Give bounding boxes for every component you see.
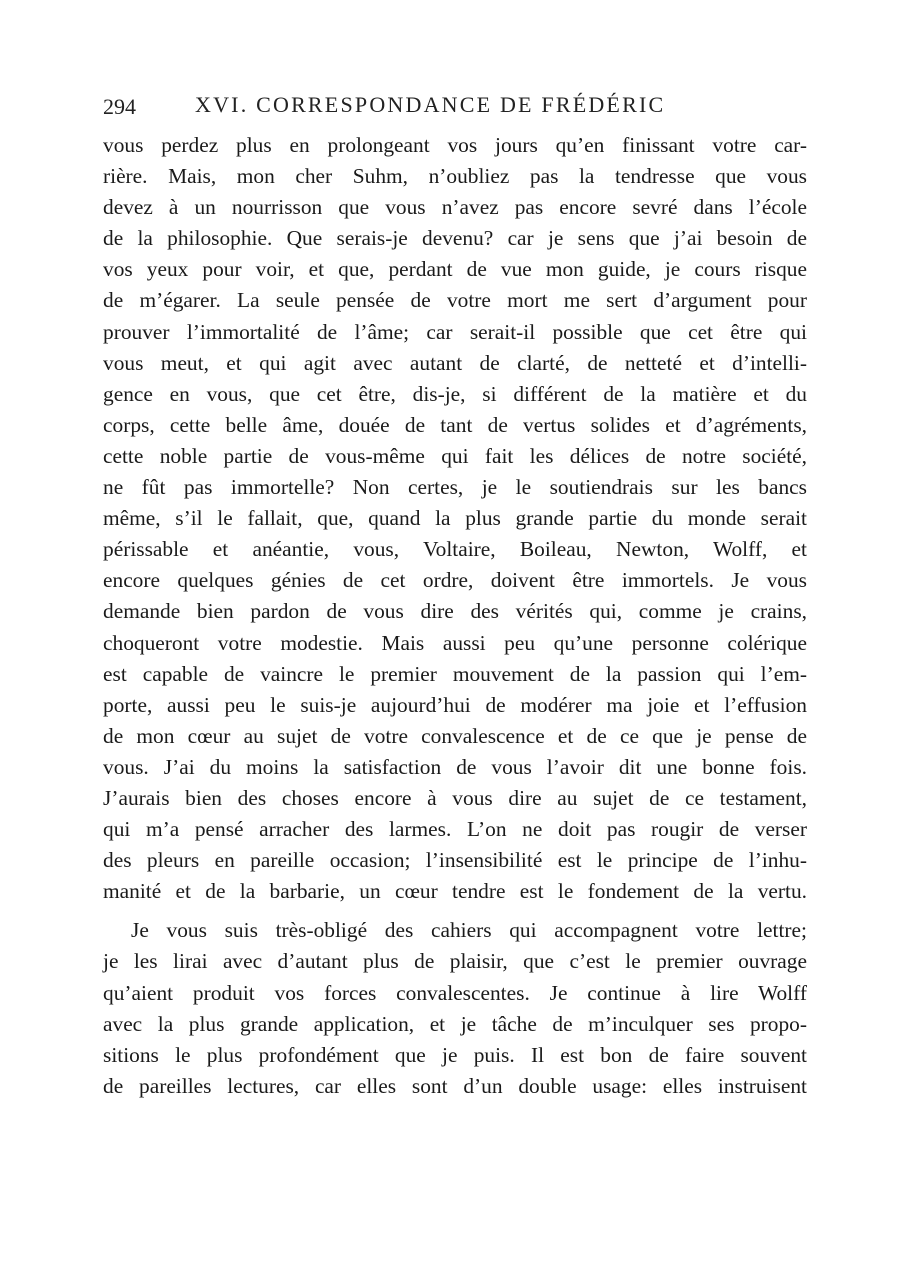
text-line: Je vous suis très-obligé des cahiers qui accompagnent votre lettre; xyxy=(131,918,807,943)
text-line: de pareilles lectures, car elles sont d’un double usage: elles instruisent xyxy=(103,1073,807,1098)
paragraph-2 xyxy=(103,915,807,1102)
text-line: qui m’a pensé arracher des larmes. L’on ne doit pas rougir de verser xyxy=(103,817,807,842)
text-line: est capable de vaincre le premier mouvement de la passion qui l’em- xyxy=(103,661,807,686)
text-line: J’aurais bien des choses encore à vous dire au sujet de ce testament, xyxy=(103,785,807,810)
text-line: porte, aussi peu le suis-je aujourd’hui de modérer ma joie et l’effusion xyxy=(103,692,807,717)
text-line: gence en vous, que cet être, dis-je, si différent de la matière et du xyxy=(103,381,807,406)
text-line: vous perdez plus en prolongeant vos jours qu’en finissant votre car- xyxy=(103,133,807,157)
chapter-title: XVI. CORRESPONDANCE DE FRÉDÉRIC xyxy=(195,92,666,117)
text-line: des pleurs en pareille occasion; l’insensibilité est le principe de l’inhu- xyxy=(103,848,807,873)
text-line: périssable et anéantie, vous, Voltaire, Boileau, Newton, Wolff, et xyxy=(103,537,807,562)
running-head xyxy=(103,92,807,122)
text-line: de mon cœur au sujet de votre convalescence et de ce que je pense de xyxy=(103,723,807,748)
text-line: de la philosophie. Que serais-je devenu? car je sens que j’ai besoin de xyxy=(103,226,807,251)
text-line: encore quelques génies de cet ordre, doivent être immortels. Je vous xyxy=(103,568,807,593)
text-line: de m’égarer. La seule pensée de votre mort me sert d’argument pour xyxy=(103,288,807,313)
text-line: avec la plus grande application, et je tâche de m’inculquer ses propo- xyxy=(103,1011,807,1036)
text-line: qu’aient produit vos forces convalescentes. Je continue à lire Wolff xyxy=(103,980,807,1005)
text-line: même, s’il le fallait, que, quand la plus grande partie du monde serait xyxy=(103,506,807,531)
text-line: je les lirai avec d’autant plus de plaisir, que c’est le premier ouvrage xyxy=(103,949,807,974)
text-line: sitions le plus profondément que je puis. Il est bon de faire souvent xyxy=(103,1042,807,1067)
book-page xyxy=(103,92,807,1102)
paragraph-1 xyxy=(103,130,807,907)
text-line: manité et de la barbarie, un cœur tendre est le fondement de la vertu. xyxy=(103,879,807,904)
text-line: devez à un nourrisson que vous n’avez pas encore sevré dans l’école xyxy=(103,195,807,220)
text-line: ne fût pas immortelle? Non certes, je le soutiendrais sur les bancs xyxy=(103,475,807,500)
text-line: vous. J’ai du moins la satisfaction de vous l’avoir dit une bonne fois. xyxy=(103,754,807,779)
text-line: prouver l’immortalité de l’âme; car serait-il possible que cet être qui xyxy=(103,319,807,344)
text-line: demande bien pardon de vous dire des vérités qui, comme je crains, xyxy=(103,599,807,624)
page-number: 294 xyxy=(103,94,136,119)
body-text xyxy=(103,130,807,1102)
text-line: vos yeux pour voir, et que, perdant de vue mon guide, je cours risque xyxy=(103,257,807,282)
text-line: corps, cette belle âme, douée de tant de vertus solides et d’agréments, xyxy=(103,412,807,437)
text-line: cette noble partie de vous-même qui fait les délices de notre société, xyxy=(103,443,807,468)
text-line: choqueront votre modestie. Mais aussi peu qu’une personne colérique xyxy=(103,630,807,655)
text-line: vous meut, et qui agit avec autant de clarté, de netteté et d’intelli- xyxy=(103,350,807,375)
text-line: rière. Mais, mon cher Suhm, n’oubliez pas la tendresse que vous xyxy=(103,164,807,189)
